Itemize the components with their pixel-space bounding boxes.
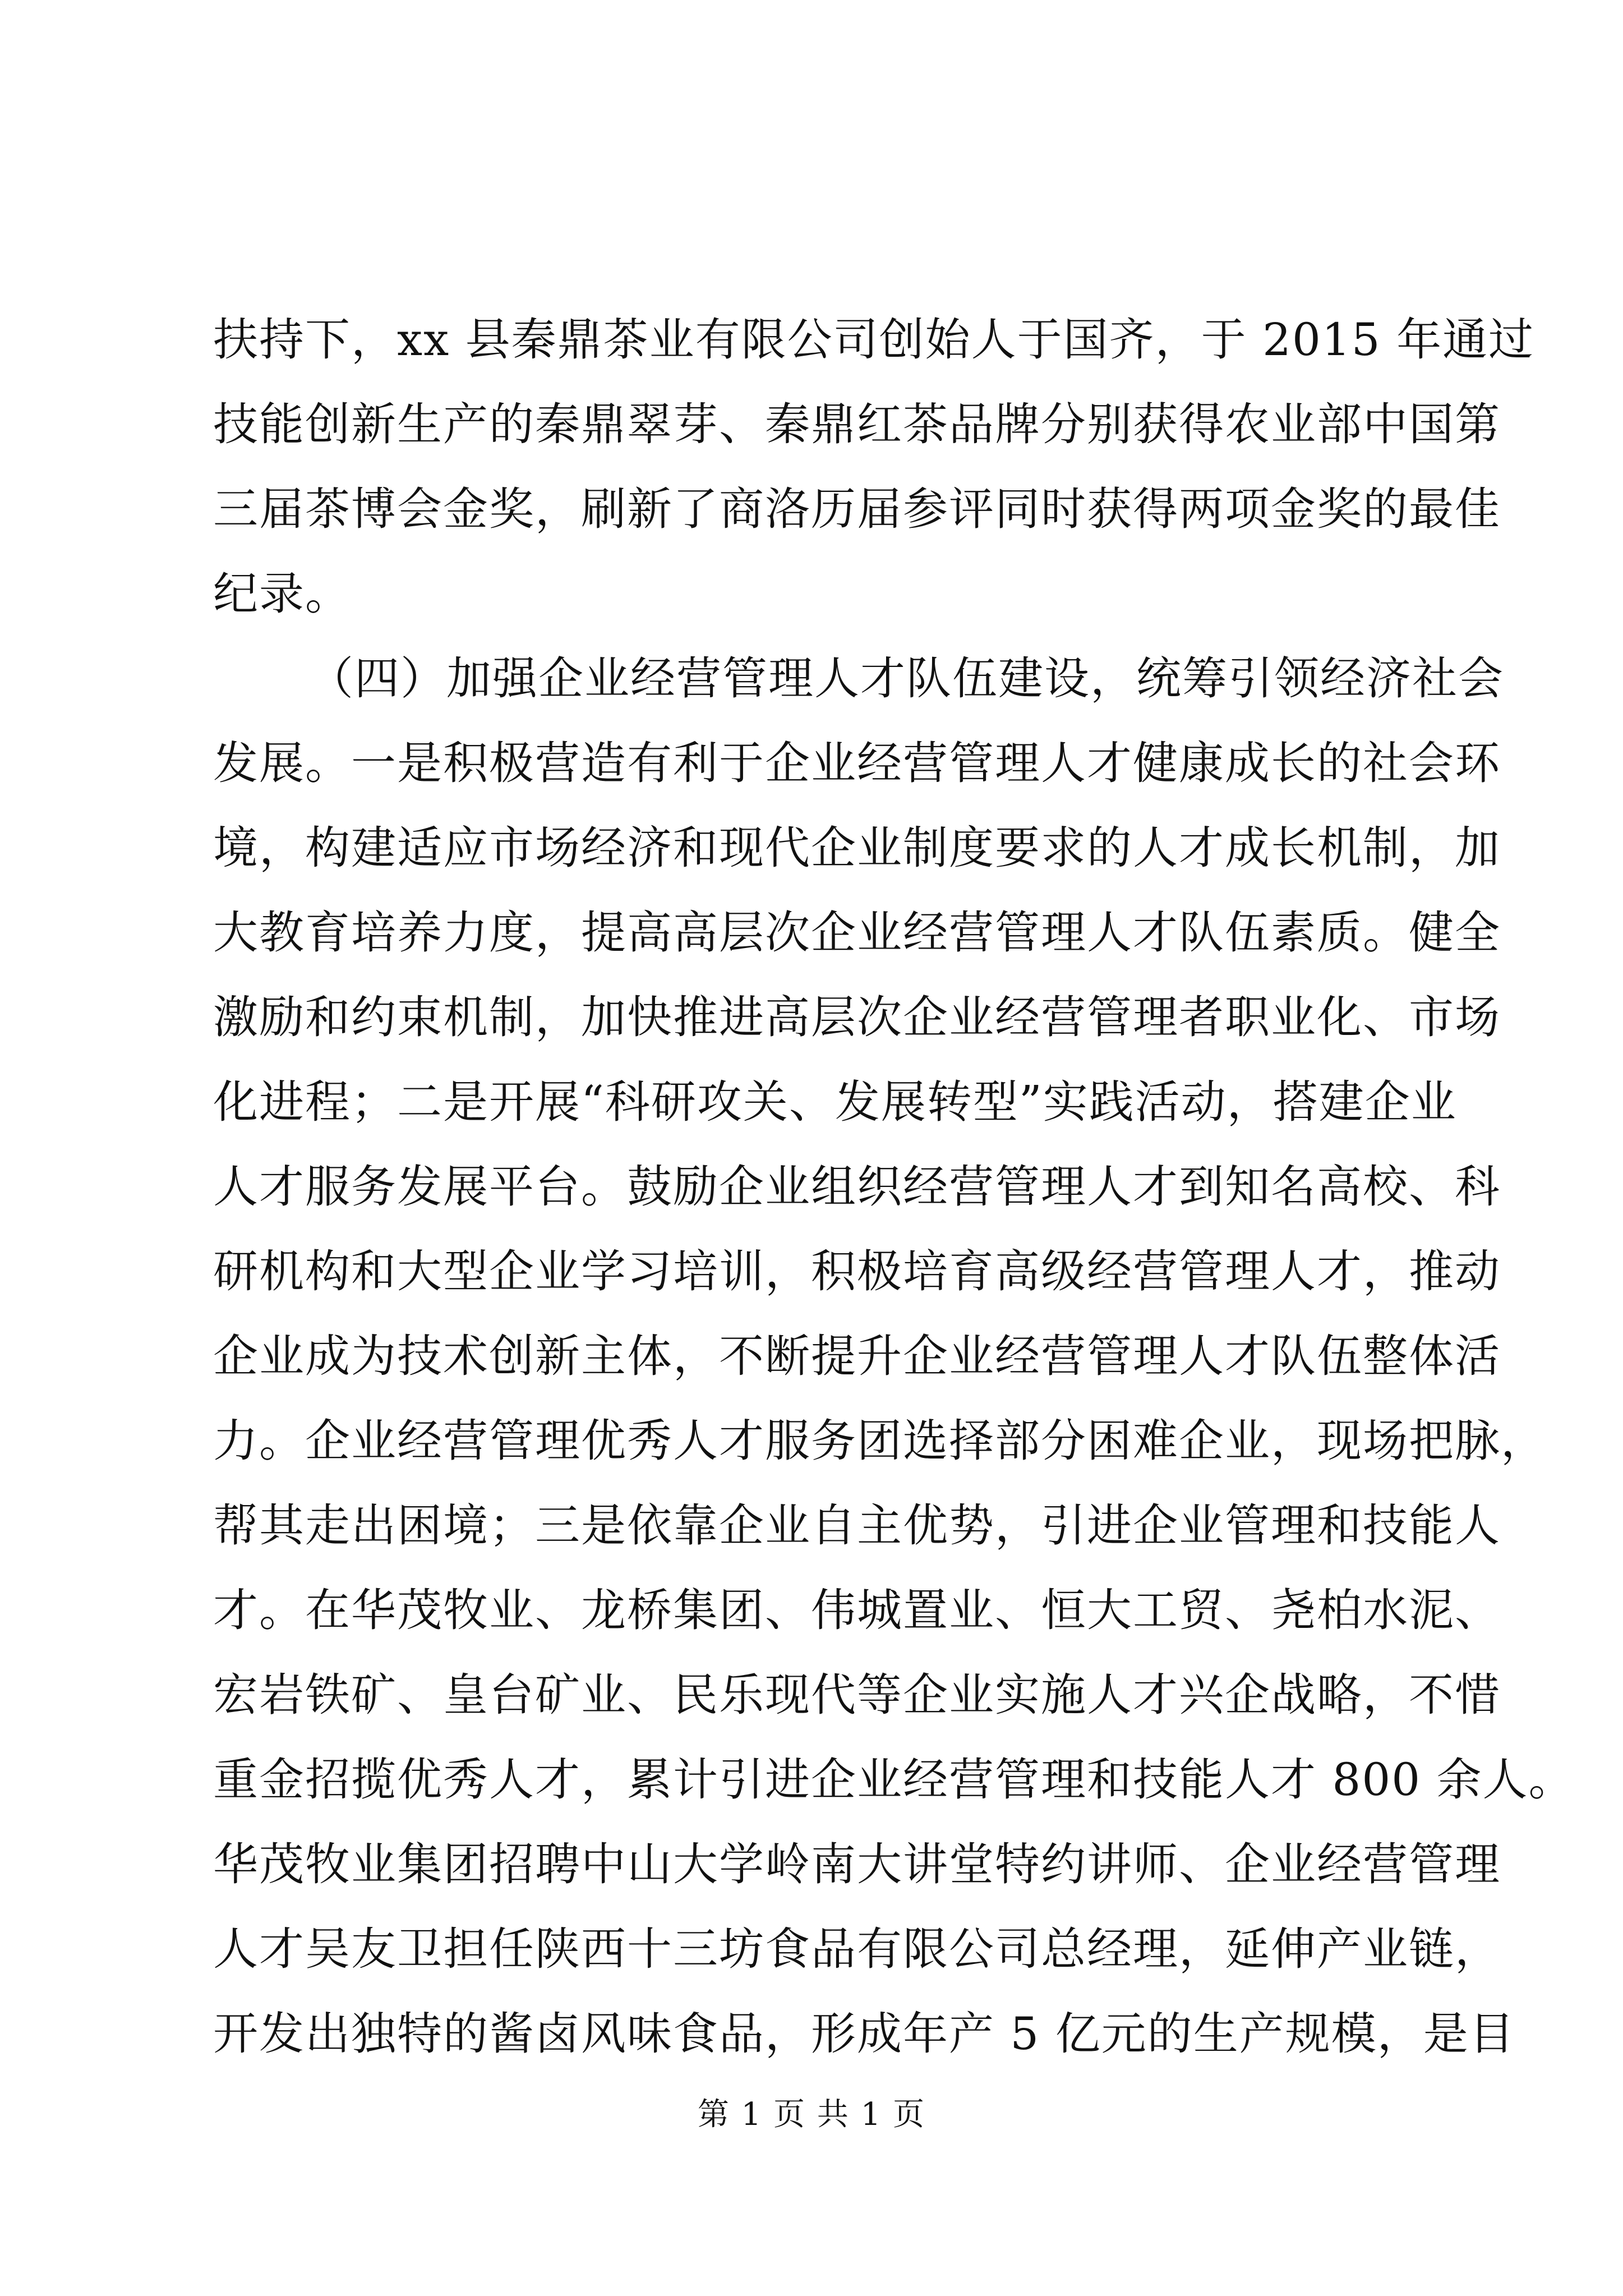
section-heading-line: （四）加强企业经营管理人才队伍建设，统筹引领经济社会	[308, 652, 1504, 705]
text-line-18: 重金招揽优秀人才，累计引进企业经营管理和技能人才 800 余人。	[213, 1754, 1575, 1806]
text-line-10: 化进程；二是开展“科研攻关、发展转型”实践活动，搭建企业	[213, 1076, 1457, 1128]
text-line-8: 大教育培养力度，提高高层次企业经营管理人才队伍素质。健全	[213, 907, 1501, 959]
page-footer: 第 1 页 共 1 页	[697, 2096, 926, 2133]
text-line-12: 研机构和大型企业学习培训，积极培育高级经营管理人才，推动	[213, 1245, 1501, 1297]
text-line-20: 人才吴友卫担任陕西十三坊食品有限公司总经理，延伸产业链，	[213, 1923, 1501, 1975]
text-line-14: 力。企业经营管理优秀人才服务团选择部分困难企业，现场把脉，	[213, 1415, 1547, 1467]
text-line-19: 华茂牧业集团招聘中山大学岭南大讲堂特约讲师、企业经营管理	[213, 1838, 1501, 1890]
text-line-2: 技能创新生产的秦鼎翠芽、秦鼎红茶品牌分别获得农业部中国第	[213, 398, 1501, 450]
text-line-15: 帮其走出困境；三是依靠企业自主优势，引进企业管理和技能人	[213, 1499, 1501, 1552]
text-line-17: 宏岩铁矿、皇台矿业、民乐现代等企业实施人才兴企战略，不惜	[213, 1669, 1501, 1721]
text-line-7: 境，构建适应市场经济和现代企业制度要求的人才成长机制，加	[213, 822, 1501, 874]
text-line-11: 人才服务发展平台。鼓励企业组织经营管理人才到知名高校、科	[213, 1161, 1501, 1213]
text-line-6: 发展。一是积极营造有利于企业经营管理人才健康成长的社会环	[213, 737, 1501, 789]
text-line-21: 开发出独特的酱卤风味食品，形成年产 5 亿元的生产规模，是目	[213, 2008, 1515, 2060]
text-line-13: 企业成为技术创新主体，不断提升企业经营管理人才队伍整体活	[213, 1330, 1501, 1382]
text-line-3: 三届茶博会金奖，刷新了商洛历届参评同时获得两项金奖的最佳	[213, 483, 1501, 535]
body-text	[213, 297, 1575, 2076]
text-line-16: 才。在华茂牧业、龙桥集团、伟城置业、恒大工贸、尧柏水泥、	[213, 1584, 1501, 1636]
text-line-4: 纪录。	[213, 568, 351, 620]
text-line-9: 激励和约束机制，加快推进高层次企业经营管理者职业化、市场	[213, 991, 1501, 1043]
text-line-1: 扶持下，xx 县秦鼎茶业有限公司创始人于国齐，于 2015 年通过	[213, 314, 1535, 366]
